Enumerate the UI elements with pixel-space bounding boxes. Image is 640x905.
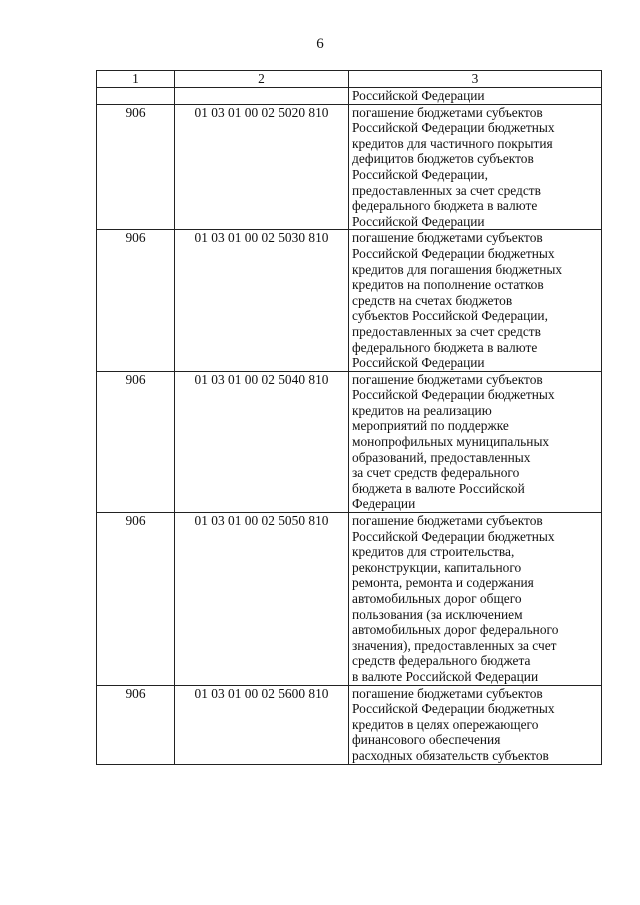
budget-codes-table — [96, 70, 602, 765]
description-line: Российской Федерации бюджетных — [352, 120, 555, 136]
description-line: предоставленных за счет средств — [352, 323, 541, 339]
description-line: федерального бюджета в валюте — [352, 198, 538, 214]
description-line: дефицитов бюджетов субъектов — [352, 151, 534, 167]
description-line: Российской Федерации — [352, 88, 485, 103]
description-line: погашение бюджетами субъектов — [352, 230, 543, 246]
description-cell — [349, 685, 602, 764]
column-header-1: 1 — [97, 71, 175, 88]
description-line: Федерации — [352, 496, 416, 512]
table-row — [97, 230, 602, 371]
description-line: автомобильных дорог федерального — [352, 622, 559, 638]
admin-code-cell: 906 — [97, 104, 175, 230]
description-cell — [349, 513, 602, 686]
description-line: Российской Федерации бюджетных — [352, 528, 555, 544]
description-line: кредитов для погашения бюджетных — [352, 261, 563, 277]
budget-classification-code-cell: 01 03 01 00 02 5050 810 — [175, 513, 349, 686]
description-line: Российской Федерации — [352, 213, 485, 229]
admin-code-cell: 906 — [97, 685, 175, 764]
description-line: монопрофильных муниципальных — [352, 434, 550, 450]
table-row — [97, 104, 602, 230]
budget-classification-code-cell: 01 03 01 00 02 5030 810 — [175, 230, 349, 371]
description-line: погашение бюджетами субъектов — [352, 104, 543, 120]
description-line: предоставленных за счет средств — [352, 182, 541, 198]
budget-classification-code-cell: 01 03 01 00 02 5040 810 — [175, 371, 349, 512]
admin-code-cell: 906 — [97, 513, 175, 686]
column-header-2: 2 — [175, 71, 349, 88]
description-line: образований, предоставленных — [352, 449, 531, 465]
admin-code-cell: 906 — [97, 371, 175, 512]
page-number: 6 — [316, 36, 324, 52]
description-line: Российской Федерации, — [352, 166, 488, 182]
table-row — [97, 513, 602, 686]
description-line: бюджета в валюте Российской — [352, 480, 525, 496]
description-line: средств на счетах бюджетов — [352, 292, 513, 308]
description-line: автомобильных дорог общего — [352, 591, 522, 606]
description-line: Российской Федерации бюджетных — [352, 701, 555, 717]
continuation-description-cell — [349, 88, 602, 105]
column-header-3: 3 — [349, 71, 602, 88]
description-line: значения), предоставленных за счет — [352, 637, 557, 653]
description-line: кредитов на реализацию — [352, 402, 492, 418]
table-row — [97, 371, 602, 512]
description-cell — [349, 104, 602, 230]
description-line: погашение бюджетами субъектов — [352, 371, 543, 387]
description-line: за счет средств федерального — [352, 465, 520, 481]
description-line: Российской Федерации — [352, 355, 485, 371]
description-line: федерального бюджета в валюте — [352, 339, 538, 355]
description-line: средств федерального бюджета — [352, 653, 531, 669]
admin-code-cell: 906 — [97, 230, 175, 371]
continuation-row — [97, 88, 602, 105]
description-line: пользования (за исключением — [352, 606, 523, 622]
description-line: реконструкции, капитального — [352, 559, 522, 575]
description-line: расходных обязательств субъектов — [352, 747, 549, 763]
description-line: погашение бюджетами субъектов — [352, 685, 543, 701]
description-line: кредитов для строительства, — [352, 544, 515, 560]
description-line: кредитов на пополнение остатков — [352, 277, 544, 293]
description-line: кредитов для частичного покрытия — [352, 135, 553, 151]
description-line: погашение бюджетами субъектов — [352, 513, 543, 529]
description-line: ремонта, ремонта и содержания — [352, 575, 534, 591]
budget-classification-code-cell: 01 03 01 00 02 5020 810 — [175, 104, 349, 230]
budget-classification-code-cell: 01 03 01 00 02 5600 810 — [175, 685, 349, 764]
continuation-code-cell — [175, 88, 349, 105]
description-line: в валюте Российской Федерации — [352, 668, 539, 684]
description-line: мероприятий по поддержке — [352, 418, 509, 434]
table-header-row — [97, 71, 602, 88]
description-line: кредитов в целях опережающего — [352, 716, 539, 732]
description-cell — [349, 230, 602, 371]
description-line: Российской Федерации бюджетных — [352, 245, 555, 261]
description-line: финансового обеспечения — [352, 732, 501, 748]
description-line: субъектов Российской Федерации, — [352, 308, 548, 324]
description-cell — [349, 371, 602, 512]
table-row — [97, 685, 602, 764]
description-line: Российской Федерации бюджетных — [352, 387, 555, 403]
continuation-admin-cell — [97, 88, 175, 105]
